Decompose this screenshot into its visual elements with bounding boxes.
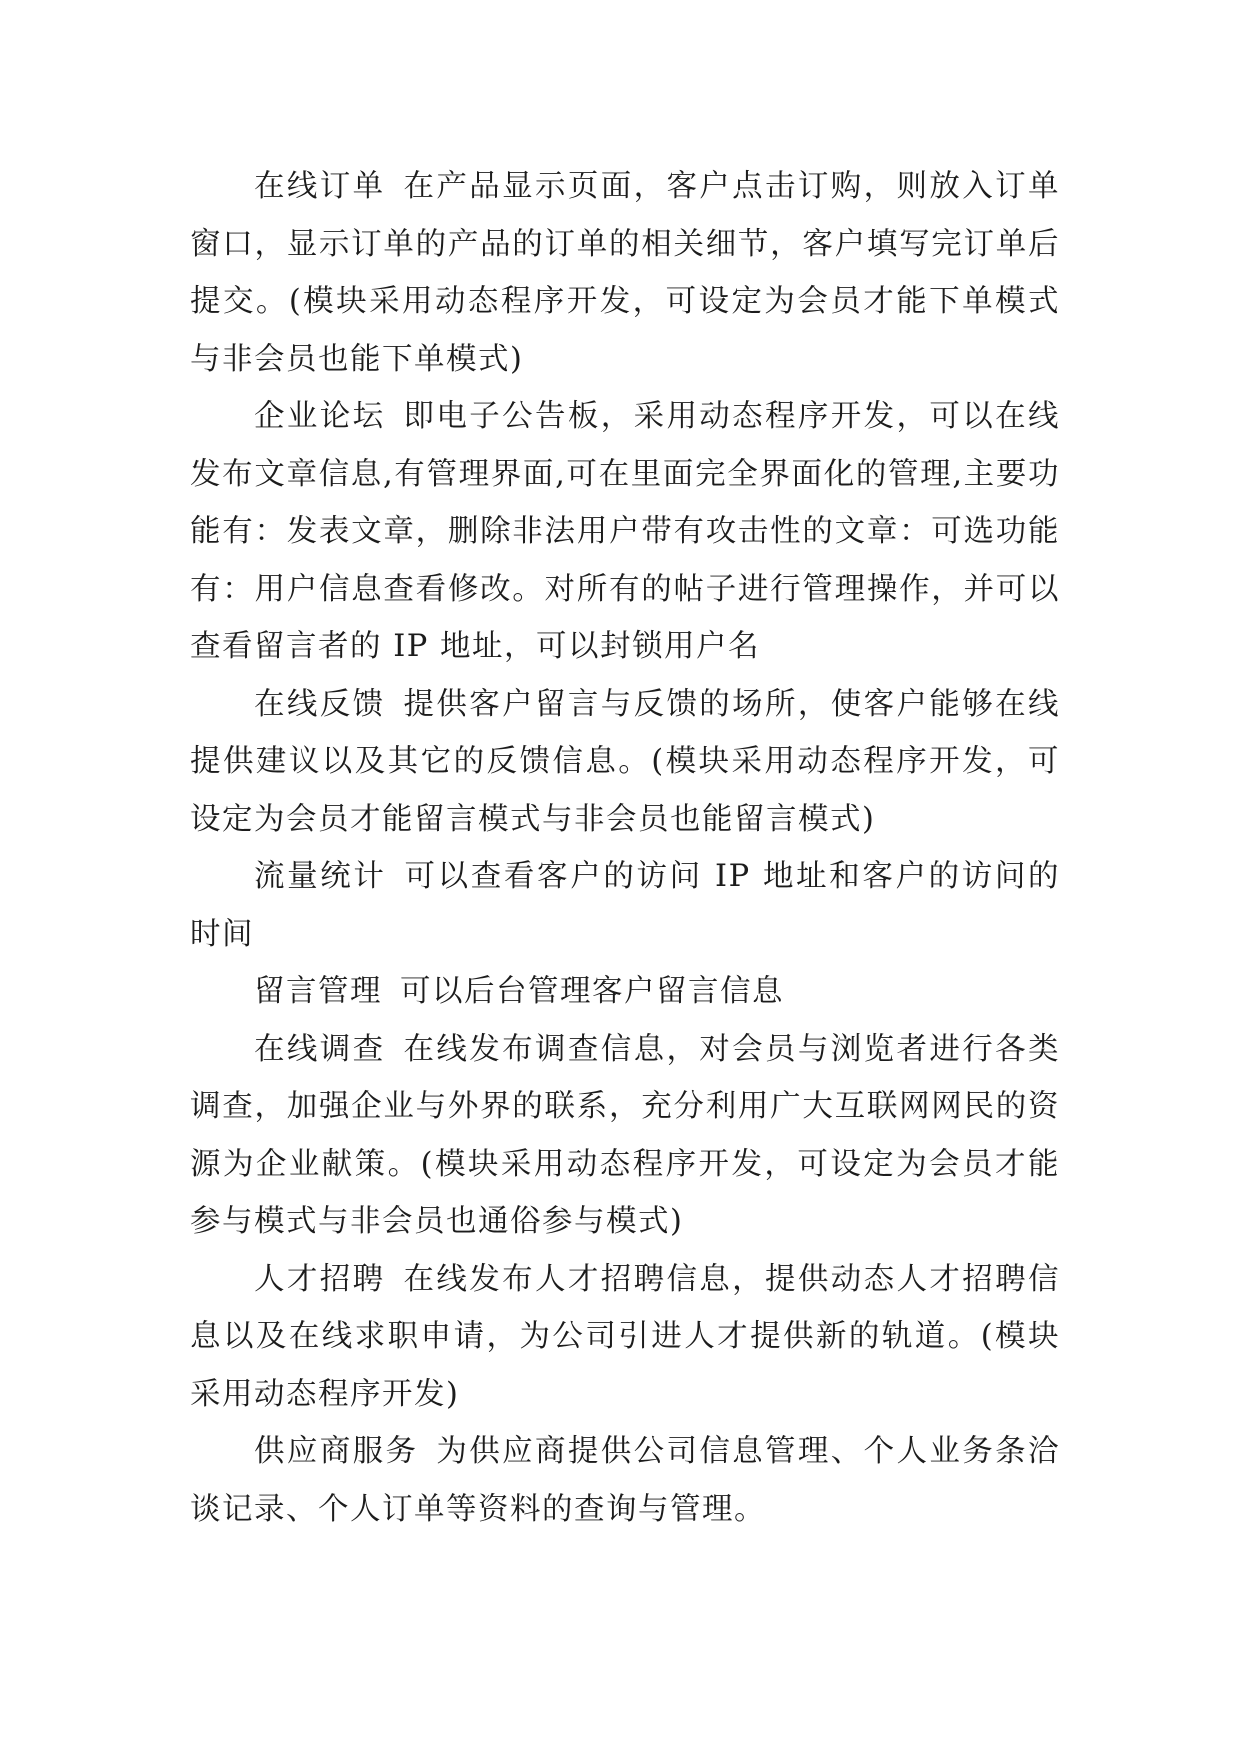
paragraph-enterprise-forum [190,388,1060,676]
document-body [190,158,1060,1538]
paragraph-heading: 企业论坛 [254,399,386,434]
paragraph-heading: 人才招聘 [254,1261,386,1297]
paragraph-recruitment [190,1251,1060,1424]
paragraph-online-order [190,158,1060,388]
paragraph-text: 在线发布人才招聘信息，提供动态人才招聘信息以及在线求职申请，为公司引进人才提供新的轨道。(模块采用动态程序开发) [190,1261,1061,1412]
paragraph-heading: 在线反馈 [254,686,386,722]
paragraph-supplier-service [190,1423,1060,1538]
paragraph-text: 在线发布调查信息，对会员与浏览者进行各类调查，加强企业与外界的联系，充分利用广大互联网网民的资源为企业献策。(模块采用动态程序开发，可设定为会员才能参与模式与非会员也通俗参与模式) [190,1031,1061,1239]
paragraph-heading: 流量统计 [254,859,387,894]
paragraph-online-feedback [190,676,1060,849]
paragraph-heading: 留言管理 [254,974,382,1009]
paragraph-heading: 在线调查 [254,1031,386,1067]
paragraph-text: 即电子公告板，采用动态程序开发，可以在线发布文章信息,有管理界面,可在里面完全界面化的管理,主要功能有：发表文章，删除非法用户带有攻击性的文章：可选功能有：用户信息查看修改。对所有的帖子进行管理操作，并可以查看留言者的 IP 地址，可以封锁用户名 [190,399,1061,664]
paragraph-text: 可以查看客户的访问 IP 地址和客户的访问的时间 [190,859,1060,952]
paragraph-text: 为供应商提供公司信息管理、个人业务条洽谈记录、个人订单等资料的查询与管理。 [190,1434,1061,1527]
paragraph-traffic-stats [190,848,1060,963]
paragraph-text: 在产品显示页面，客户点击订购，则放入订单窗口，显示订单的产品的订单的相关细节，客户填写完订单后提交。(模块采用动态程序开发，可设定为会员才能下单模式与非会员也能下单模式) [190,169,1061,377]
paragraph-heading: 在线订单 [254,169,386,204]
paragraph-text: 可以后台管理客户留言信息 [400,974,784,1009]
paragraph-heading: 供应商服务 [254,1434,419,1469]
paragraph-online-survey [190,1021,1060,1251]
paragraph-message-management [190,963,1060,1021]
paragraph-text: 提供客户留言与反馈的场所，使客户能够在线提供建议以及其它的反馈信息。(模块采用动态程序开发，可设定为会员才能留言模式与非会员也能留言模式) [190,686,1061,837]
